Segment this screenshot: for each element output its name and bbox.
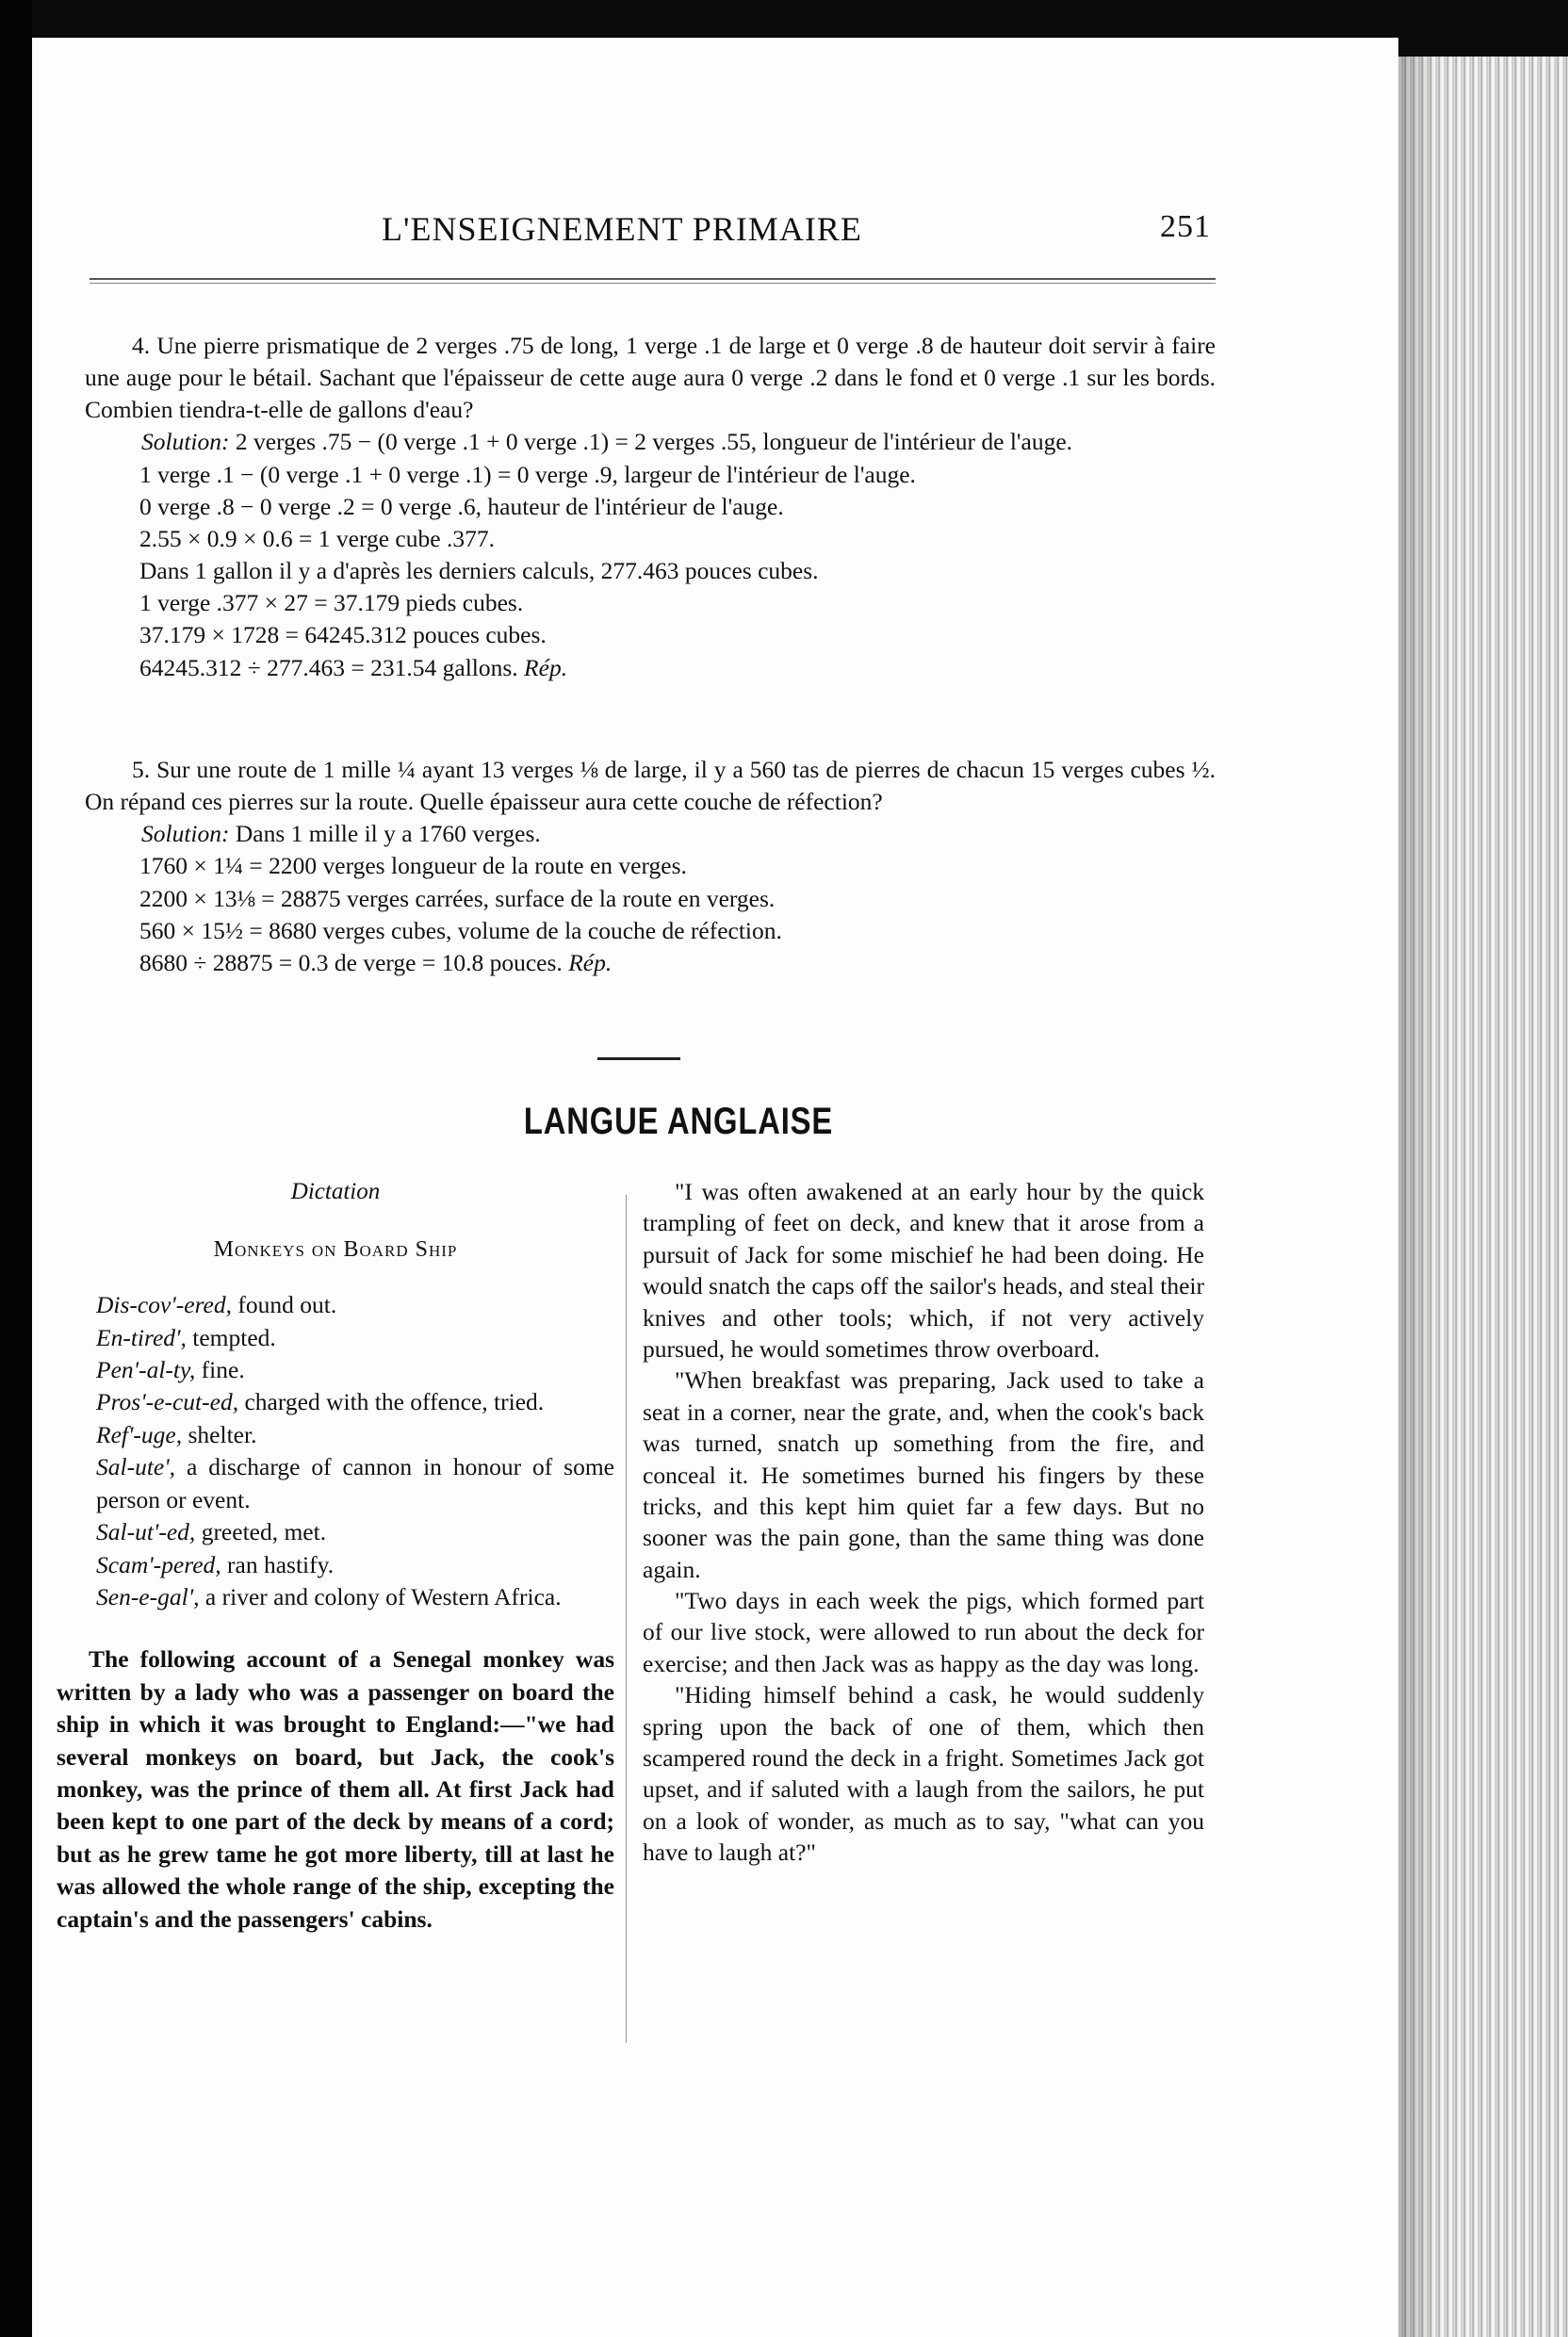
vocab-meaning: ran hastify. — [227, 1550, 335, 1578]
reponse-label: Rép. — [568, 948, 612, 976]
solution-first-line — [85, 426, 1216, 458]
vocab-entry — [96, 1322, 614, 1354]
page-edges — [1398, 57, 1568, 2337]
running-header — [382, 209, 1211, 256]
vocab-meaning: found out. — [237, 1291, 337, 1319]
vocab-meaning: fine. — [201, 1355, 245, 1383]
calculation-lines — [85, 850, 1216, 979]
vocab-meaning: a river and colony of Western Africa. — [204, 1582, 562, 1610]
vocab-meaning: a discharge of cannon in honour of some person or event. — [96, 1453, 614, 1513]
calc-line: 560 × 15½ = 8680 verges cubes, volume de la couche de réfection. — [139, 916, 782, 944]
vocab-word: En-tired', — [96, 1323, 187, 1351]
book-spine-shadow — [0, 0, 32, 2337]
problem-text: Une pierre prismatique de 2 verges .75 de long, 1 verge .1 de large et 0 verge .8 de hauteur doit servir à faire une auge pour le bétail. Sachant que l'épaisseur de cette auge aura 0 verge .2 dans le fond et 0 verge .1 sur les bords. Combien tiendra-t-elle de gallons d'eau? — [85, 332, 1217, 424]
vocab-word: Sen-e-gal', — [96, 1582, 200, 1610]
calc-line: 2.55 × 0.9 × 0.6 = 1 verge cube .377. — [139, 524, 495, 552]
vocab-word: Scam'-pered, — [96, 1550, 221, 1578]
vocab-word: Sal-ut'-ed, — [96, 1518, 196, 1546]
spacer — [57, 1613, 614, 1643]
calc-line: 37.179 × 1728 = 64245.312 pouces cubes. — [139, 621, 547, 649]
story-title — [57, 1234, 614, 1265]
vocab-meaning: shelter. — [188, 1420, 257, 1448]
story-title-text: Monkeys on Board Ship — [213, 1236, 458, 1262]
calc-line: 1 verge .377 × 27 = 37.179 pieds cubes. — [139, 589, 524, 617]
vocab-entry — [96, 1451, 614, 1516]
journal-title: L'ENSEIGNEMENT PRIMAIRE — [382, 210, 862, 248]
vocab-word: Pen'-al-ty, — [96, 1355, 196, 1383]
vocab-meaning: greeted, met. — [201, 1518, 327, 1546]
vocab-meaning: charged with the offence, tried. — [244, 1388, 545, 1416]
problem-5 — [85, 754, 1216, 979]
left-column — [57, 1176, 614, 1936]
vocab-word: Sal-ute', — [96, 1453, 176, 1481]
column-separator — [626, 1195, 627, 2043]
section-divider — [597, 1057, 680, 1060]
page-number: 251 — [1160, 209, 1211, 244]
solution-text: 2 verges .75 − (0 verge .1 + 0 verge .1) = 2 verges .55, longueur de l'intérieur de l'auge. — [235, 428, 1073, 456]
story-paragraph: "I was often awakened at an early hour by the quick trampling of feet on deck, and knew that it arose from a pursuit of Jack for some mischief he had been doing. He would snatch the caps off the sailor's heads, and steal their knives and other tools; which, if not very actively pursued, he would sometimes throw overboard. — [643, 1178, 1204, 1363]
problem-5-statement — [85, 754, 1216, 818]
calc-line: 1 verge .1 − (0 verge .1 + 0 verge .1) = 0 verge .9, largeur de l'intérieur de l'auge. — [139, 460, 916, 488]
final-calc: 64245.312 ÷ 277.463 = 231.54 gallons. — [139, 653, 518, 681]
dictation-heading: Dictation — [290, 1179, 381, 1204]
solution-first-line — [85, 818, 1216, 850]
vocab-word: Dis-cov'-ered, — [96, 1291, 232, 1319]
calc-line: 0 verge .8 − 0 verge .2 = 0 verge .6, hauteur de l'intérieur de l'auge. — [139, 492, 784, 520]
vocab-entry — [96, 1289, 614, 1321]
problem-4 — [85, 330, 1216, 684]
calculation-lines — [85, 459, 1216, 684]
story-paragraph: "When breakfast was preparing, Jack used to take a seat in a corner, near the grate, and, when the cook's back was turned, snatch up something from the fire, and conceal it. He sometimes burned his fingers by these tricks, and this kept him quiet far a few days. But no sooner was the pain gone, than the same thing was done again. — [643, 1366, 1204, 1583]
section-title: LANGUE ANGLAISE — [523, 1101, 834, 1142]
calc-line: 2200 × 13⅛ = 28875 verges carrées, surface de la route en verges. — [139, 884, 776, 912]
vocab-meaning: tempted. — [192, 1323, 276, 1351]
solution-label: Solution: — [141, 428, 230, 456]
calc-final-line — [139, 947, 1216, 979]
header-rule — [90, 278, 1216, 284]
reponse-label: Rép. — [524, 653, 568, 681]
vocab-entry — [96, 1516, 614, 1548]
vocab-word: Ref'-uge, — [96, 1420, 183, 1448]
story-paragraph: The following account of a Senegal monkey was written by a lady who was a passenger on board the ship in which it was brought to England:—"we had several monkeys on board, but Jack, the cook's monkey, was the prince of them all. At first Jack had been kept to one part of the deck by means of a cord; but as he grew tame he got more liberty, till at last he was allowed the whole range of the ship, excepting the captain's and the passengers' cabins. — [57, 1645, 614, 1933]
solution-text: Dans 1 mille il y a 1760 verges. — [235, 820, 541, 848]
story-paragraph: "Hiding himself behind a cask, he would suddenly spring upon the back of one of them, which then scampered round the deck in a fright. Sometimes Jack got upset, and if saluted with a laugh from the sailors, he put on a look of wonder, as much as to say, "what can you have to laugh at?" — [643, 1681, 1204, 1867]
vocab-entry — [96, 1581, 614, 1613]
story-paragraph: "Two days in each week the pigs, which formed part of our live stock, were allowed to run about the deck for exercise; and then Jack was as happy as the day was long. — [643, 1587, 1204, 1677]
vocab-entry — [96, 1549, 614, 1581]
vocabulary-list — [57, 1289, 614, 1613]
calc-line: Dans 1 gallon il y a d'après les derniers calculs, 277.463 pouces cubes. — [139, 557, 819, 585]
final-calc: 8680 ÷ 28875 = 0.3 de verge = 10.8 pouces. — [139, 948, 563, 976]
vocab-entry — [96, 1386, 614, 1418]
problem-text: Sur une route de 1 mille ¼ ayant 13 verges ⅛ de large, il y a 560 tas de pierres de chacun 15 verges cubes ½. On répand ces pierres sur la route. Quelle épaisseur aura cette couche de réfection? — [85, 756, 1216, 816]
calc-line: 1760 × 1¼ = 2200 verges longueur de la route en verges. — [139, 852, 687, 880]
right-column — [643, 1176, 1204, 1869]
solution-label: Solution: — [141, 820, 230, 848]
calc-final-line — [139, 652, 1216, 684]
problem-number: 5. — [132, 756, 151, 783]
vocab-entry — [96, 1419, 614, 1451]
vocab-word: Pros'-e-cut-ed, — [96, 1388, 239, 1416]
vocab-entry — [96, 1354, 614, 1386]
problem-number: 4. — [132, 332, 151, 359]
problem-4-statement — [85, 330, 1216, 426]
